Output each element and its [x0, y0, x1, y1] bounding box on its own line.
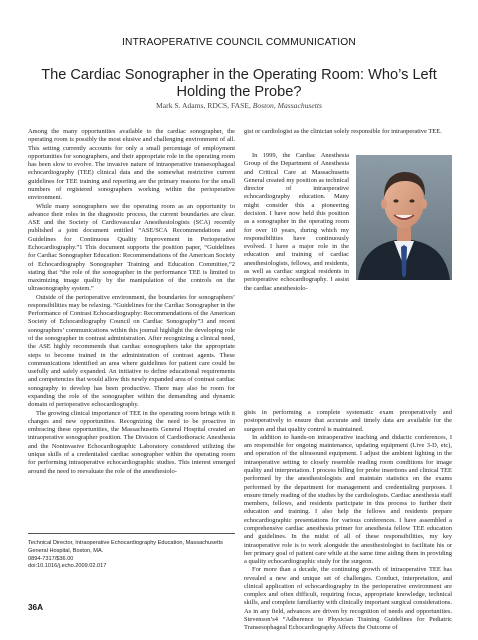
paragraph: gist or cardiologist as the clinician solely responsible for intraoperative TEE. — [244, 128, 442, 135]
paragraph: For more than a decade, the continuing growth of intraoperative TEE has revealed a new and unique set of challenges. Conduct, interpretation, and clinical application of echocardiography in the perioperative environment are complex and often difficult, requiring focus, appropriate knowledge, technical skills, and complete familiarity with clinically important surgical considerations. As in any field, advances are driven by recognition of needs and opportunities. Stevenson’s4 “Adherence to Physician Training Guidelines for Pediatric Transesophageal Echocardiography Affects the Outcome of — [244, 566, 452, 632]
doi-link[interactable]: doi:10.1016/j.echo.2009.02.017 — [28, 563, 107, 570]
footnote-divider — [28, 533, 235, 534]
issn-code: 0894-7317/$36.00 — [28, 555, 74, 562]
page-number: 36A — [28, 603, 44, 612]
affiliation-note: Technical Director, Intraoperative Echocardiography Education, Massachusetts General Hospital, Boston, MA. — [28, 540, 223, 554]
paragraph: gists in performing a complete systematic exam preoperatively and postoperatively to ensure that accurate and timely data are available for the surgeon and that quality control is maintained. — [244, 409, 452, 433]
author-line — [0, 101, 478, 110]
paragraph: In addition to hands-on intraoperative teaching and didactic conferences, I am responsible for ongoing maintenance, updating equipment (Live 3-D, etc), and operation of the ultrasound equipment. I adjust the ambient lighting in the intraoperative setting to closely resemble reading room conditions for image quality and interpretation. I process billing for probe insertions and clinical TEE performed by the anesthesiologists and maintain statistics on the exams performed by the department for management and credentialing purposes. I ensure timely reading of the studies by the cardiologists. Cardiac anesthesia staff members, fellows, and residents participate in this process to further their education and training. I also help the fellows and residents prepare echocardiographic presentations for various conferences. I have assembled a comprehensive cardiac anesthesia primer for anesthesia fellow TEE education and guidelines. In the midst of all of these responsibilities, my key intraoperative role is to work alongside the anesthesiologist to facilitate his or her primary goal of patient care while at the same time aiding them in providing a quality echocardiographic study for the surgeon. — [244, 433, 452, 566]
right-column-bottom — [244, 409, 452, 633]
paragraph: The growing clinical importance of TEE in the operating room brings with it changes and new opportunities. Recognizing the need to be proactive in embracing these opportunities, the Massachusetts General Hospital created an intraoperative sonographer position. The Division of Cardiothoracic Anesthesia and the Noninvasive Echocardiographic Laboratory considered utilizing the unique skills of a credentialed cardiac sonographer within the operating room for performing intraoperative echocardiographic studies. This interest emerged around the need to reevaluate the role of the anesthesiolo- — [28, 409, 235, 475]
footnote — [28, 540, 235, 571]
right-column-wrap — [244, 152, 349, 293]
paragraph: While many sonographers see the operating room as an opportunity to advance their roles in the diagnostic process, the current boundaries are clear. ASE and the Society of Cardiovascular Anesthesiologists (SCA) recently published a joint document entitled “ASE/SCA Recommendations and Guidelines for Continuous Quality Improvement in Perioperative Echocardiography.”1 This document supports the position paper, “Guidelines for Cardiac Sonographer Education: Recommendations of the American Society of Echocardiography Sonographer Training and Education Committee,”2 stating that “the role of the sonographer in the performance TEE is limited to maximizing image quality by the manipulation of the controls on the ultrasonography system.” — [28, 202, 235, 293]
article-title: The Cardiac Sonographer in the Operating Room: Who’s Left Holding the Probe? — [41, 67, 437, 100]
paragraph: Among the many opportunities available to the cardiac sonographer, the operating room is possibly the most elusive and challenging environment of all. This setting currently accounts for only a small percentage of employment opportunities for sonographers, and their appropriate role in the operating room has been slow to evolve. The invasive nature of intraoperative transesophageal echocardiography (TEE) clinical data and the somewhat restrictive current guidelines for TEE training and reporting are the primary reasons for the small numbers of registered sonographers working within the perioperative environment. — [28, 128, 235, 202]
section-header: INTRAOPERATIVE COUNCIL COMMUNICATION — [122, 37, 356, 48]
author-name: Mark S. Adams, RDCS, FASE, — [156, 101, 251, 110]
left-column — [28, 128, 235, 476]
paragraph: Outside of the perioperative environment, the boundaries for sonographers’ responsibilities may be relaxing. “Guidelines for the Cardiac Sonographer in the Performance of Contrast Echocardiography: Recommendations of the American Society of Echocardiography Council on Cardiac Sonography”3 and recent sonographers’ communications within this journal highlight the developing role of the sonographer in contrast administration. After recognizing a clinical need, the ASE highly recommends that cardiac sonographers take the appropriate steps to become trained in the administration of contrast agents. These communications identified an area where guidelines for patient care could be usefully and safely expanded. An initiative to define educational requirements and competencies that would allow this newly expanded area of contrast cardiac sonography to develop has been productive. There may also be room for expanding the role of the sonographer within the demanding and dynamic domain of perioperative echocardiography. — [28, 293, 235, 409]
author-portrait-photo — [356, 155, 452, 280]
paragraph: In 1999, the Cardiac Anesthesia Group of the Department of Anesthesia and Critical Care at Massachusetts General created my position as technical director of intraoperative echocardiography education. Many might consider this a pioneering decision. I have now held this position as a sonographer in the operating room for over 10 years, during which my responsibilities have continuously evolved. I have a major role in the education and training of cardiac anesthesiologists, fellows, and residents, as well as cardiac surgical residents in perioperative echocardiography. I assist the cardiac anesthesiolo- — [244, 152, 349, 292]
right-column-top — [244, 128, 452, 136]
author-portrait-icon — [356, 155, 452, 280]
author-affiliation: Boston, Massachusetts — [252, 101, 322, 110]
